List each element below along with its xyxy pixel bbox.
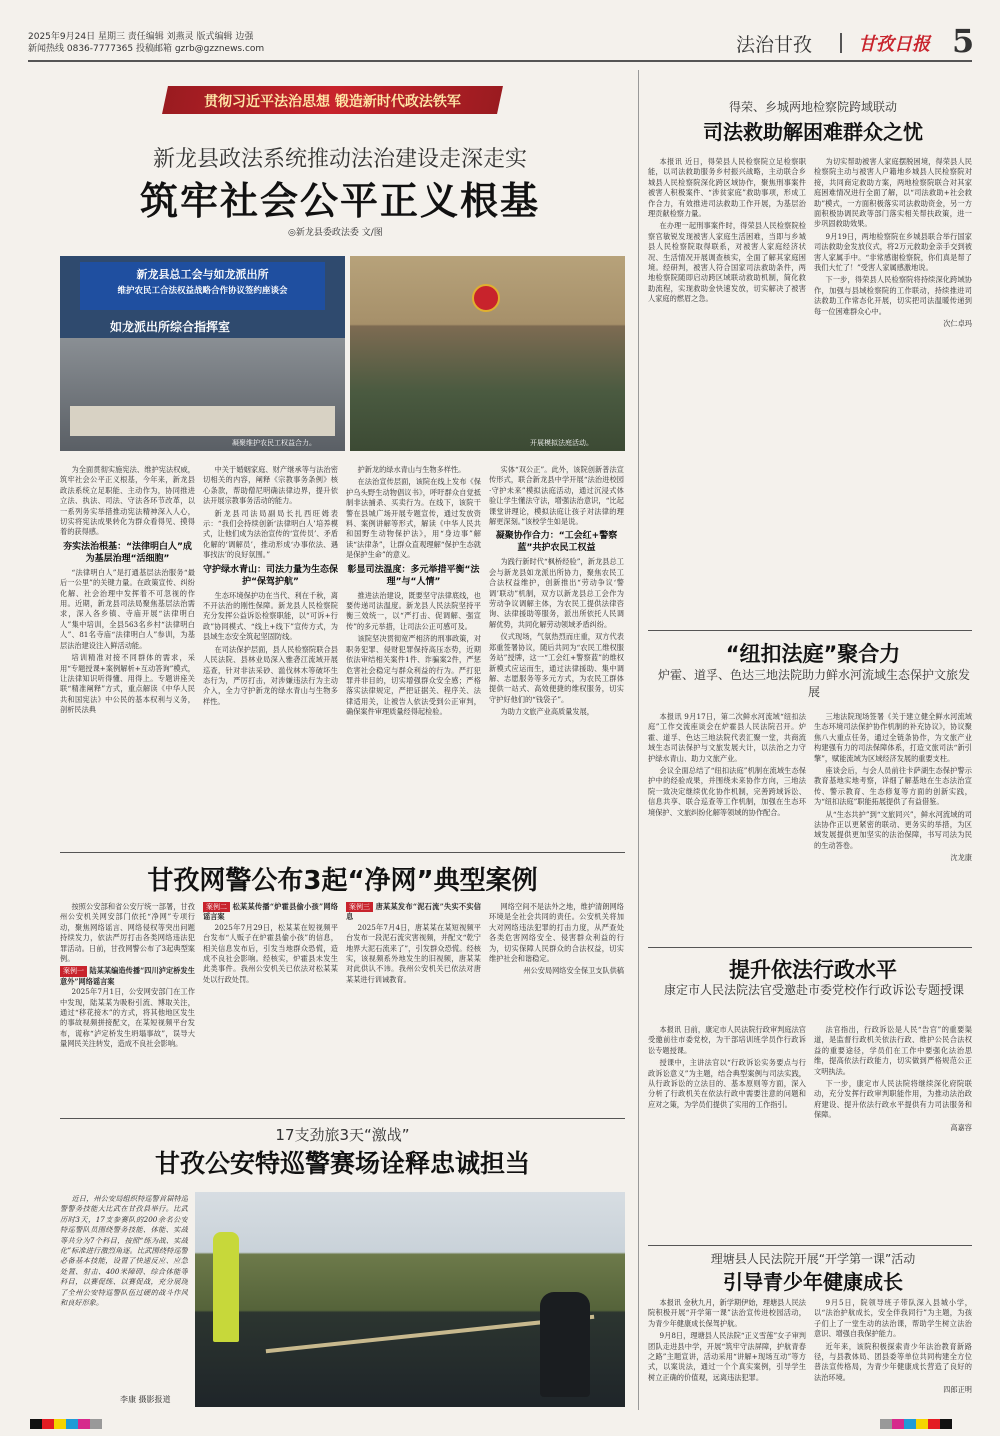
- photo1-caption: 凝聚维护农民工权益合力。: [232, 439, 316, 447]
- button-paragraph: 从“生态共护”到“文旅同兴”，鲜水河流域的司法协作正以更紧密的联动、更务实的举措，为区域发展提供更加坚实的法治保障，书写司法为民的生动答卷。: [814, 809, 972, 850]
- lead-subhead: 守护绿水青山：司法力量为生态保护“保驾护航”: [203, 564, 338, 587]
- case-title: 唐某某发布“泥石流”失实不实信息: [346, 902, 481, 922]
- lead-subhead: 夯实法治根基：“法律明白人”成为基层治理“活细胞”: [63, 541, 192, 564]
- admin-paragraph: 本报讯 日前，康定市人民法院行政审判庭法官受邀前往市委党校，为干部培训班学员作行政诉讼专题授课。: [648, 1025, 806, 1055]
- patrol-photo: [195, 1192, 625, 1407]
- court-emblem-icon: [472, 284, 500, 312]
- button-column-2: [814, 712, 972, 942]
- patrol-runner-figure: [540, 1292, 590, 1397]
- lead-bottom-rule: [60, 852, 625, 853]
- lead-column-1: [60, 465, 195, 845]
- patrol-text: [60, 1194, 188, 1390]
- lead-paragraph: 该院坚决贯彻宽严相济的刑事政策，对职务犯罪、侵财犯罪保持高压态势，近期依法审结相关案件1件、诈骗案2件，严惩危害社会稳定与群众利益的行为。严打犯罪并非目的，切实增强群众安全感；严格落实法律规定，严把证据关、程序关、法律适用关，让被告人依法受到公正审判，确保案件审理质量经得起检验。: [346, 634, 481, 717]
- lead-paragraph: 为全面贯彻实施宪法、维护宪法权威，筑牢社会公平正义根基，今年来，新龙县政法系统立足职能、主动作为，协同推进立法、执法、司法、守法各环节改革，以一系列务实举措推动宪法精神深入人心，切实将宪法成果转化为群众看得见、摸得着的获得感。: [60, 465, 195, 537]
- lead-paragraph: 中关于婚姻家庭、财产继承等与法治密切相关的内容，阐释《宗教事务条例》核心条款，帮助僧尼明确法律边界，提升依法开展宗教事务活动的能力。: [203, 465, 338, 506]
- button-paragraph: 座谈会后，与会人员前往卡萨湖生态保护警示教育基地实地考察，详细了解基地在生态法治宣传、警示教育、生态修复等方面的创新实践，为“纽扣法庭”职能拓展提供了有益借鉴。: [814, 766, 972, 807]
- lead-paragraph: 推进法治建设，既要坚守法律底线，也要传递司法温度。新龙县人民法院坚持平衡三效统一，以“严打击、促调解、强宣传”的多元举措，让司法公正可感可及。: [346, 590, 481, 631]
- netnet-column-3: [346, 902, 481, 1114]
- judicial-title: 司法救助解困难群众之忧: [703, 120, 923, 144]
- divider-bar: [840, 33, 842, 53]
- photo2-caption: 开展模拟法庭活动。: [530, 439, 593, 447]
- banner-text: 贯彻习近平法治思想 锻造新时代政法铁军: [204, 94, 461, 110]
- admin-credit: 高嘉容: [950, 1122, 972, 1132]
- admin-title: 提升依法行政水平: [729, 958, 897, 982]
- admin-kicker: 康定市人民法院法官受邀赴市委党校作行政诉讼专题授课: [663, 983, 964, 997]
- youth-credit: 四郎正明: [943, 1385, 972, 1395]
- paper-logo: 甘孜日报: [858, 34, 930, 55]
- lead-photo-courtroom: [350, 256, 625, 451]
- judicial-paragraph: 本报讯 近日，得荣县人民检察院立足检察职能，以司法救助服务乡村振兴战略，主动联合乡城县人民检察院深化跨区域协作，聚焦刑事案件被害人积极案件、“涉贫家庭”救助事项，形成工作合力，有效推进司法救助工作开展，为基层治理贡献检察力量。: [648, 157, 806, 219]
- netnet-bottom-rule: [60, 1118, 625, 1119]
- lead-paragraph: 护新龙的绿水青山与生物多样性。: [357, 465, 466, 474]
- youth-title: 引导青少年健康成长: [723, 1270, 903, 1294]
- photo-sign-line2: 维护农民工合法权益战略合作协议签约座谈会: [117, 286, 288, 296]
- youth-paragraph: 9月5日，院领导班子带队深入县城小学，以“法治护航成长，安全伴我同行”为主题，为孩子们上了一堂生动的法治课，帮助学生树立法治意识、增强自我保护能力。: [814, 1298, 972, 1339]
- button-column-1: [648, 712, 806, 942]
- judicial-credit: 次仁卓玛: [943, 319, 972, 329]
- judicial-paragraph: 在办理一起刑事案件时，得荣县人民检察院检察官敏锐发现被害人家庭生活困难，当即与乡城县人民检察院取得联系，对被害人家庭经济状况、生活情况开展调查核实，全面了解其家庭困境。经研判，被害人符合国家司法救助条件，两地检察院随即启动跨区域联动救助机制，简化救助流程，实现救助金快速发放，切实解决了被害人家庭的燃眉之急。: [648, 221, 806, 304]
- admin-bottom-rule: [648, 1245, 972, 1246]
- youth-column-1: [648, 1298, 806, 1408]
- print-color-bar-left: [30, 1414, 102, 1433]
- youth-paragraph: 本报讯 金秋九月，新学期伊始，理塘县人民法院积极开展“开学第一课”法治宣传进校园活动，为青少年健康成长保驾护航。: [648, 1298, 806, 1328]
- page-number: 5: [952, 22, 975, 60]
- patrol-title: 甘孜公安特巡警赛场诠释忠诚担当: [154, 1149, 530, 1178]
- lead-byline: ◎新龙县委政法委 文/图: [288, 228, 383, 238]
- case-tag: 案例二: [203, 902, 230, 912]
- netnet-paragraph: 2025年7月4日，唐某某在某短视频平台发布一段泥石流灾害视频，并配文“乾宁地界大泥石流来了”，引发群众恐慌。经核实，该视频系外地发生的旧视频，唐某某对此供认不讳。我州公安机关已依法对唐某某进行训诫教育。: [346, 922, 481, 984]
- print-color-bar-right: [880, 1414, 952, 1433]
- case-tag: 案例一: [60, 966, 87, 976]
- lead-paragraph: 仪式现场，气氛热烈而庄重，双方代表郑重签署协议，随后共同为“农民工维权服务站”授牌，这一“工会红+警察蓝”的维权新模式应运而生，通过法律援助、集中调解、志愿服务等多元方式，为农民工群体提供一站式、高效便捷的维权服务，切实守护好他们的“钱袋子”。: [489, 632, 624, 704]
- button-paragraph: 三地法院现场签署《关于建立健全鲜水河流域生态环境司法保护协作机制的补充协议》，协议聚焦八大重点任务，通过全链条协作，为文旅产业构建强有力的司法保障体系，打造文旅司法“新引擎”，赋能流域为区域经济发展的重要支柱。: [814, 712, 972, 763]
- section-title: 法治甘孜: [736, 34, 813, 56]
- youth-kicker: 理塘县人民法院开展“开学第一课”活动: [710, 1252, 916, 1266]
- netnet-column-2: [203, 902, 338, 1114]
- lead-kicker: 新龙县政法系统推动法治建设走深走实: [152, 147, 527, 172]
- patrol-officer-figure: [213, 1232, 239, 1342]
- judicial-paragraph: 为切实帮助被害人家庭摆脱困境，得荣县人民检察院主动与被害人户籍地乡城县人民检察院对接，共同商定救助方案，两地检察院联合对其家庭困难情况进行全面了解，以“司法救助+社会救助”模式，一方面积极落实司法救助资金，另一方面积极协调民政等部门落实相关帮扶政策，进一步巩固救助效果。: [814, 157, 972, 229]
- youth-paragraph: 近年来，该院积极探索青少年法治教育新路径，与县教体局、团县委等单位共同构建全方位普法宣传格局，为青少年健康成长营造了良好的法治环境。: [814, 1341, 972, 1382]
- case-title: 陆某某编造传播“四川泸定桥发生意外”网络谣言案: [60, 966, 195, 986]
- patrol-kicker: 17支劲旅3天“激战”: [275, 1126, 410, 1144]
- lead-paragraph: 培训精准对接不同群体的需求，采用“专题授课+案例解析+互动答询”模式，让法律知识听得懂、用得上。专题讲座关联“精准阐释”方式，重点解读《中华人民共和国宪法》中公民的基本权利与义务，剖析民法典: [60, 653, 195, 715]
- photo-table: [70, 406, 335, 436]
- case-tag: 案例三: [346, 902, 373, 912]
- lead-paragraph: 为助力文旅产业高质量发展，: [500, 707, 594, 717]
- lead-paragraph: 为践行新时代“枫桥经验”，新龙县总工会与新龙县如龙派出所协力，聚焦农民工合法权益维护，创新推出“劳动争议‘警调’联动”机制，双方以新龙县总工会作为劳动争议调解主体，为农民工提供法律咨询、法律援助等服务，派出所依托人民调解优势，共同化解劳动领域矛盾纠纷。: [489, 557, 624, 629]
- lead-column-2: [203, 465, 338, 845]
- judicial-kicker: 得荣、乡城两地检察院跨域联动: [728, 100, 897, 114]
- admin-column-2: [814, 1025, 972, 1240]
- lead-column-4: [489, 465, 624, 845]
- admin-column-1: [648, 1025, 806, 1240]
- lead-paragraph: 在司法保护层面，县人民检察院联合县人民法院、县林业局深入雅砻江流域开展巡查，针对非法采砂、滥伐林木等破坏生态行为，严厉打击，对涉嫌违法行为主动介入，全力守护新龙的绿水青山与生物多样性。: [203, 644, 338, 706]
- lead-subhead: 彰显司法温度：多元举措平衡“法理”与“人情”: [347, 564, 480, 587]
- patrol-paragraph: 近日，州公安局组织特巡警首届特巡警警务技能大比武在甘孜县举行。比武历时3天，17支参赛队的200余名公安特巡警队员围绕警务技能、体能、实战等共分为7个科目，按照“练为战、实战化”标准进行激烈角逐。比武围绕特巡警必备基本技能，设置了快速反应、应急处置、射击、400米障碍、综合体能等科目，以赛促练、以赛促战，充分展现了全州公安特巡警队伍过硬的战斗作风和良好形象。: [60, 1194, 188, 1308]
- lead-photo-meeting: [60, 256, 345, 451]
- lead-paragraph: 实体“双公正”。此外，该院创新普法宣传形式，联合新龙县中学开展“法治进校园·守护未来”模拟法庭活动，通过沉浸式体验让学生懂法守法，增强法治意识，“比起课堂讲理论，模拟法庭让孩子对法律的理解更深刻。”该校学生如是说。: [489, 465, 624, 527]
- button-kicker: 炉霍、道孚、色达三地法院助力鲜水河流域生态保护文旅发展: [657, 668, 970, 699]
- admin-paragraph: 授课中，主讲法官以“行政诉讼实务要点与行政诉讼意义”为主题，结合典型案例与司法实践，从行政诉讼的立法目的、基本原则等方面，深入分析了行政机关在依法行政中需要注意的问题和应对之策，为学员们提供了实用的工作指引。: [648, 1058, 806, 1109]
- lead-column-3: [346, 465, 481, 845]
- netnet-title: 甘孜网警公布3起“净网”典型案例: [147, 866, 538, 896]
- admin-paragraph: 下一步，康定市人民法院将继续深化府院联动，充分发挥行政审判职能作用，为推动法治政府建设、提升依法行政水平提供有力司法服务和保障。: [814, 1079, 972, 1120]
- lead-paragraph: 生态环境保护功在当代、利在千秋，离不开法治的刚性保障。新龙县人民检察院充分发挥公益诉讼检察职能，以“可诉+行政”协同模式、“线上+线下”宣传方式，为县域生态安全筑起坚固防线。: [203, 590, 338, 642]
- netnet-paragraph: 2025年7月29日，松某某在短视频平台发布“人贩子在炉霍县偷小孩”的信息，相关信息发布后，引发当地群众恐慌，造成不良社会影响。经核实，炉霍县未发生此类事件。我州公安机关已依法对松某某处以行政处罚。: [203, 922, 338, 984]
- lead-paragraph: 在法治宣传层面，该院在线上发布《保护乌头野生动物倡议书》，呼吁群众自觉抵制非法捕杀、买卖行为。在线下，该院干警在县城广场开展专题宣传，通过发放资料、案例讲解等形式，解读《中华人民共和国野生动物保护法》，用“身边事”解读“法律条”，让群众直观理解“保护生态就是保护生命”的意义。: [346, 477, 481, 560]
- youth-paragraph: 9月8日，理塘县人民法院“正义雪莲”女子审判团队走进县中学，开展“筑牢守法屏障，护航青春之路”主题宣讲，活动采用“讲解+现场互动”等方式，以案说法，通过一个个真实案例，引导学生树立正确的价值观，远离违法犯罪。: [648, 1331, 806, 1382]
- judicial-column-2: [814, 157, 972, 617]
- photo-sign-line1: 新龙县总工会与如龙派出所: [136, 268, 269, 281]
- judicial-column-1: [648, 157, 806, 617]
- netnet-column-1: [60, 902, 195, 1114]
- judicial-bottom-rule: [648, 630, 972, 631]
- admin-paragraph: 法官指出，行政诉讼是人民“告官”的重要渠道，是监督行政机关依法行政、维护公民合法权益的重要途径，学员们在工作中要强化法治思维，提高依法行政能力，切实做到严格规范公正文明执法。: [814, 1025, 972, 1076]
- button-paragraph: 会议全面总结了“纽扣法庭”机制在流域生态保护中的经验成果，并围绕未来协作方向，三地法院一致决定继续优化协作机制，完善跨域诉讼、信息共享、联合巡查等工作机制，加强在生态环境保护、文旅纠纷化解等领域的协作配合。: [648, 766, 806, 817]
- netnet-paragraph: 按照公安部和省公安厅统一部署，甘孜州公安机关网安部门依托“净网”专项行动，聚焦网络谣言、网络侵权等突出问题持续发力，依法严厉打击各类网络违法犯罪活动。日前，甘孜网警公布了3起典型案例。: [60, 902, 195, 964]
- patrol-credit: 李康 摄影报道: [120, 1395, 171, 1404]
- netnet-credit: 州公安局网络安全保卫支队供稿: [523, 966, 624, 976]
- date-line: 2025年9月24日 星期三 责任编辑 刘燕灵 版式编辑 边强: [28, 32, 254, 42]
- button-credit: 沈龙康: [950, 853, 972, 863]
- column-divider: [638, 70, 639, 1410]
- youth-column-2: [814, 1298, 972, 1408]
- button-bottom-rule: [648, 947, 972, 948]
- hotline-line: 新闻热线 0836-7777365 投稿邮箱 gzrb@gzznews.com: [28, 44, 265, 54]
- netnet-paragraph: 网络空间不是法外之地，维护清朗网络环境是全社会共同的责任。公安机关将加大对网络违法犯罪的打击力度，从严查处各类危害网络安全、侵害群众利益的行为，切实保障人民群众的合法权益，切实维护社会和谐稳定。: [489, 902, 624, 964]
- netnet-paragraph: 2025年7月1日，公安网安部门在工作中发现，陆某某为吸粉引流、博取关注，通过“移花接木”的方式，将其他地区发生的事故视频拼接配文，在某短视频平台发布，谎称“泸定桥发生坍塌事故”，误导大量网民关注转发，造成不良社会影响。: [60, 987, 195, 1049]
- lead-subhead: 凝聚协作合力：“工会红+警察蓝”共护农民工权益: [495, 531, 618, 554]
- judicial-paragraph: 9月19日，两地检察院在乡城县联合举行国家司法救助金发放仪式，将2万元救助金亲手交到被害人家属手中。“非常感谢检察院，你们真是帮了我们大忙了！”受害人家属感激地说。: [814, 231, 972, 273]
- photo-sign-line3: 如龙派出所综合指挥室: [109, 320, 230, 334]
- lead-title: 筑牢社会公平正义根基: [139, 179, 540, 223]
- button-title: “纽扣法庭”聚合力: [725, 642, 901, 666]
- lead-paragraph: “法律明白人”是打通基层法治服务“最后一公里”的关键力量。在政策宣传、纠纷化解、社会治理中发挥着不可忽视的作用。近期，新龙县司法局聚焦基层法治需求，深入各乡镇、寺庙开展“法律明白人”集中培训，全县563名乡村“法律明白人”、81名寺庙“法律明白人”参训，为基层法治建设注入鲜活动能。: [60, 567, 195, 650]
- case-title: 松某某传播“炉霍县偷小孩”网络谣言案: [203, 902, 338, 922]
- lead-paragraph: 新龙县司法局副局长扎西旺姆表示：“我们会持续创新‘法律明白人’培养模式，让他们成为法治宣传的‘宣传员’、矛盾化解的‘调解员’，推动形成‘办事依法、遇事找法’的良好氛围。”: [203, 508, 338, 560]
- masthead-rule: [28, 60, 972, 62]
- judicial-paragraph: 下一步，得荣县人民检察院将持续深化跨域协作，加强与县域检察院的工作联动，持续推进司法救助工作常态化开展，切实把司法温暖传递到每一位困难群众心中。: [814, 275, 972, 316]
- netnet-column-4: [489, 902, 624, 1114]
- button-paragraph: 本报讯 9月17日，第二次鲜水河流域“纽扣法庭”工作交流座谈会在炉霍县人民法院召开。炉霍、道孚、色达三地法院代表汇聚一堂，共商流域生态司法保护与文旅发展大计，以法治之力守护绿水青山、助力文旅产业。: [648, 712, 806, 763]
